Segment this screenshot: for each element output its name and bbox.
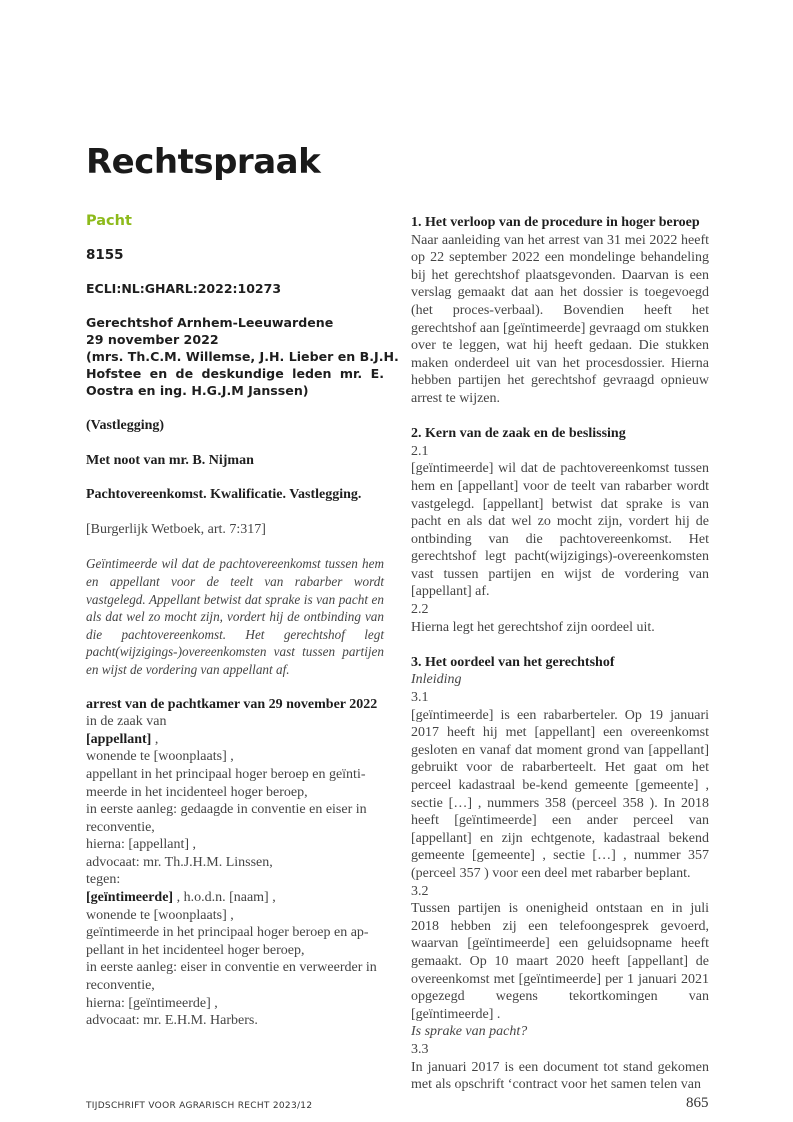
respondent-line: geïntimeerde in het principaal hoger beroep en ap-: [86, 925, 369, 941]
respondent-line: hierna: [geïntimeerde] ,: [86, 995, 218, 1011]
court-name: Gerechtshof Arnhem-Leeuwardene: [86, 315, 334, 330]
category-label: Pacht: [86, 213, 132, 229]
right-column: [411, 214, 709, 1094]
paragraph-text: [geïntimeerde] wil dat de pachtovereenkomst tussen hem en [appellant] voor de teelt van rabarber wordt vastgelegd. [appellant] betwist dat sprake is van pacht en als dat wel zo mocht zijn, vordert hij de ontbinding van die pachtovereenkomst. Het gerechtshof legt pacht(wijzigings)-overeenkomsten vast tussen partijen en wijst de vordering van [appellant] af.: [411, 461, 709, 600]
paragraph-number: 3.1: [411, 690, 429, 706]
respondent-line: wonende te [woonplaats] ,: [86, 907, 234, 923]
court-judges-line: Hofstee en de deskundige leden mr. E.: [86, 366, 384, 381]
respondent-name-suffix: , h.o.d.n. [naam] ,: [173, 890, 276, 906]
court-date: 29 november 2022: [86, 332, 219, 347]
court-judges-line: (mrs. Th.C.M. Willemse, J.H. Lieber en B.J.H.: [86, 349, 399, 364]
against-label: tegen:: [86, 872, 121, 888]
appellant-line: reconventie,: [86, 819, 155, 835]
appellant-line: advocaat: mr. Th.J.H.M. Linssen,: [86, 854, 273, 870]
case-number: 8155: [86, 247, 124, 263]
arrest-heading: arrest van de pachtkamer van 29 november 2022: [86, 696, 378, 712]
paragraph-text: In januari 2017 is een document tot stand gekomen met als opschrift ‘contract voor het samen telen van: [411, 1059, 709, 1093]
paragraph-text: Tussen partijen is onenigheid ontstaan en in juli 2018 hebben zij een telefoongesprek gevoerd, waarvan [geïntimeerde] een geluidsopname heeft gemaakt. Op 10 maart 2020 heeft [appellant] de overeenkomst met [geïntimeerde] per 1 januari 2021 opgezegd wegens tekortkomingen van [geïntimeerde] .: [411, 901, 709, 1022]
appellant-name-suffix: ,: [151, 731, 159, 747]
court-judges-line: Oostra en ing. H.G.J.M Janssen): [86, 383, 309, 398]
appellant-line: appellant in het principaal hoger beroep en geïnti-: [86, 766, 366, 782]
subheading: Inleiding: [411, 672, 462, 688]
respondent-heading: [86, 889, 384, 907]
court-info: [86, 314, 399, 399]
appellant-name: [appellant]: [86, 731, 152, 747]
left-column: [86, 212, 399, 1030]
appellant-line: hierna: [appellant] ,: [86, 837, 197, 853]
annotation-author: Met noot van mr. B. Nijman: [86, 452, 254, 468]
paragraph-number: 3.2: [411, 883, 429, 899]
appellant-heading: [86, 731, 384, 749]
respondent-line: in eerste aanleg: eiser in conventie en verweerder in: [86, 960, 377, 976]
respondent-name: [geïntimeerde]: [86, 890, 174, 906]
case-type: (Vastlegging): [86, 418, 165, 433]
paragraph-number: 3.3: [411, 1041, 429, 1057]
paragraph-text: Hierna legt het gerechtshof zijn oordeel uit.: [411, 619, 655, 635]
paragraph-number: 2.2: [411, 602, 429, 618]
keywords: Pachtovereenkomst. Kwalificatie. Vastlegging.: [86, 487, 362, 503]
paragraph-text: [geïntimeerde] is een rabarberteler. Op 19 januari 2017 heeft hij met [appellant] een overeenkomst gesloten en vanaf dat moment grond van [appellant] gebruikt voor de rabarberteelt. Het gaat om het perceel kadastraal be-kend gemeente [gemeente] , sectie […] , nummers 358 (perceel 358 ). In 2018 heeft [geïntimeerde] een ander perceel van [appellant] en zijn echtgenote, kadastraal bekend gemeente [gemeente] , sectie […] , nummer 357 (perceel 357 ) voor een deel met rabarber beplant.: [411, 707, 709, 881]
respondent-line: advocaat: mr. E.H.M. Harbers.: [86, 1013, 258, 1029]
ecli-identifier: ECLI:NL:GHARL:2022:10273: [86, 281, 282, 296]
respondent-line: reconventie,: [86, 978, 155, 994]
appellant-line: wonende te [woonplaats] ,: [86, 749, 234, 765]
paragraph-number: 2.1: [411, 443, 429, 459]
page-number: 865: [686, 1095, 709, 1111]
appellant-line: meerde in het incidenteel hoger beroep,: [86, 784, 308, 800]
subheading: Is sprake van pacht?: [411, 1024, 528, 1040]
section-3-heading: 3. Het oordeel van het gerechtshof: [411, 654, 615, 670]
appellant-details: [86, 748, 384, 871]
parties-intro: in de zaak van: [86, 714, 167, 730]
page-title: Rechtspraak: [86, 142, 321, 182]
section-1-text: Naar aanleiding van het arrest van 31 mei 2022 heeft op 22 september 2022 een mondelinge behandeling bij het gerechtshof plaatsgevonden. Daarvan is een verslag gemaakt dat aan het dossier is toegevoegd (het proces-verbaal). Bovendien heeft het gerechtshof aan [geïntimeerde] gevraagd om stukken over te leggen, wat hij heeft gedaan. Die stukken maken onderdeel uit van het procesdossier. Hierna hebben partijen het gerechtshof gevraagd opnieuw arrest te wijzen.: [411, 232, 709, 406]
appellant-line: in eerste aanleg: gedaagde in conventie en eiser in: [86, 802, 367, 818]
section-2-heading: 2. Kern van de zaak en de beslissing: [411, 426, 626, 442]
respondent-line: pellant in het incidenteel hoger beroep,: [86, 942, 305, 958]
law-reference: [Burgerlijk Wetboek, art. 7:317]: [86, 521, 266, 537]
section-1-heading: 1. Het verloop van de procedure in hoger beroep: [411, 215, 700, 230]
case-summary: Geïntimeerde wil dat de pachtovereenkomst tussen hem en appellant voor de teelt van rabarber wordt vastgelegd. Appellant betwist dat sprake is van pacht en als dat wel zo mocht zijn, vordert hij de ontbinding van die pachtovereenkomst. Het gerechtshof legt pacht(wijzigings-)overeenkomsten vast tussen partijen en wijst de vordering van appellant af.: [86, 556, 384, 677]
respondent-details: [86, 907, 384, 1030]
journal-footer: TIJDSCHRIFT VOOR AGRARISCH RECHT 2023/12: [86, 1101, 313, 1111]
